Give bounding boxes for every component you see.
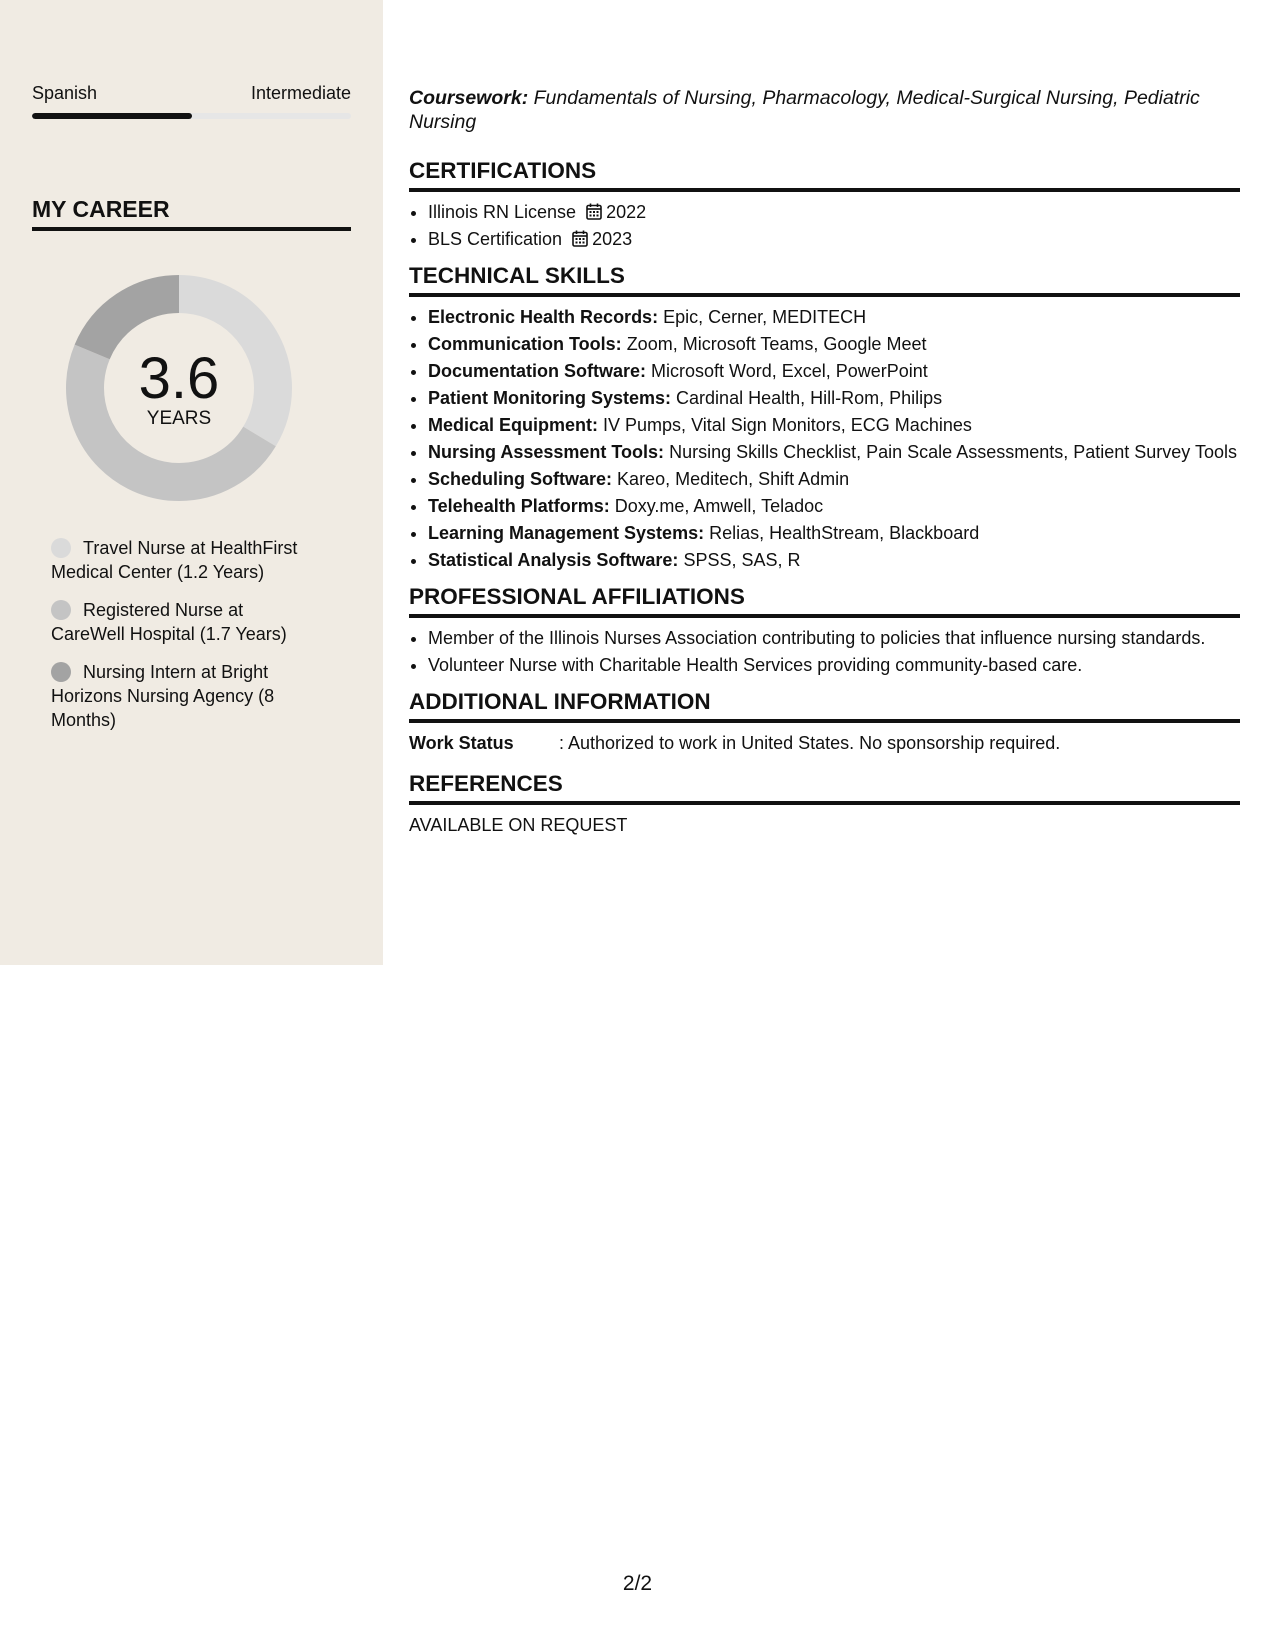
certifications-list	[409, 200, 1240, 251]
work-status-label: Work Status	[409, 733, 514, 753]
skill-value: SPSS, SAS, R	[683, 550, 801, 570]
additional-info-title: ADDITIONAL INFORMATION	[409, 689, 1240, 723]
technical-skills-title: TECHNICAL SKILLS	[409, 263, 1240, 297]
career-legend-item	[51, 536, 321, 584]
references-text: AVAILABLE ON REQUEST	[409, 815, 628, 835]
skill-value: Relias, HealthStream, Blackboard	[709, 523, 980, 543]
skill-value: Cardinal Health, Hill-Rom, Philips	[676, 388, 943, 408]
career-legend-label: Nursing Intern at Bright Horizons Nursing Agency (8 Months)	[51, 662, 275, 730]
certification-year: 2023	[592, 229, 633, 249]
skill-label: Documentation Software:	[428, 361, 647, 381]
coursework	[409, 86, 1240, 134]
skill-item	[428, 305, 1240, 329]
career-section-title: MY CAREER	[32, 196, 351, 231]
sidebar	[0, 0, 383, 965]
certification-year: 2022	[606, 202, 647, 222]
skill-value: Doxy.me, Amwell, Teladoc	[614, 496, 824, 516]
skill-value: Kareo, Meditech, Shift Admin	[617, 469, 850, 489]
work-status-row	[409, 731, 1240, 755]
legend-dot-icon	[51, 600, 71, 620]
language-level: Intermediate	[250, 83, 351, 103]
calendar-icon	[572, 229, 588, 246]
legend-dot-icon	[51, 538, 71, 558]
skill-label: Learning Management Systems:	[428, 523, 705, 543]
career-legend-label: Registered Nurse at CareWell Hospital (1.7 Years)	[51, 600, 287, 644]
certification-item	[428, 227, 1240, 251]
skill-label: Telehealth Platforms:	[428, 496, 610, 516]
skill-item	[428, 494, 1240, 518]
calendar-icon	[586, 202, 602, 219]
affiliation-item: • Member of the Illinois Nurses Association contributing to policies that influence nursing standards.	[428, 626, 1240, 650]
main-content	[409, 86, 1240, 837]
affiliation-item: • Volunteer Nurse with Charitable Health Services providing community-based care.	[428, 653, 1240, 677]
skill-value: Nursing Skills Checklist, Pain Scale Assessments, Patient Survey Tools	[669, 442, 1237, 462]
certifications-title: CERTIFICATIONS	[409, 158, 1240, 192]
skill-label: Communication Tools:	[428, 334, 622, 354]
skill-value: Zoom, Microsoft Teams, Google Meet	[626, 334, 927, 354]
skill-label: Scheduling Software:	[428, 469, 613, 489]
career-total-unit: YEARS	[146, 408, 212, 429]
career-total-years: 3.6	[138, 346, 220, 411]
skill-value: IV Pumps, Vital Sign Monitors, ECG Machines	[603, 415, 972, 435]
coursework-label: Coursework:	[409, 87, 529, 109]
career-legend-item	[51, 598, 321, 646]
skill-item	[428, 386, 1240, 410]
skill-item	[428, 359, 1240, 383]
skill-label: Nursing Assessment Tools:	[428, 442, 665, 462]
certification-name: BLS Certification	[428, 229, 563, 249]
language-row	[32, 83, 351, 104]
legend-dot-icon	[51, 662, 71, 682]
skill-value: Microsoft Word, Excel, PowerPoint	[651, 361, 928, 381]
skill-label: Medical Equipment:	[428, 415, 599, 435]
certification-name: Illinois RN License	[428, 202, 577, 222]
skill-item	[428, 521, 1240, 545]
skill-item	[428, 467, 1240, 491]
references-title: REFERENCES	[409, 771, 1240, 805]
career-legend-label: Travel Nurse at HealthFirst Medical Center (1.2 Years)	[51, 538, 298, 582]
coursework-text: Fundamentals of Nursing, Pharmacology, Medical-Surgical Nursing, Pediatric Nursing	[409, 87, 1200, 133]
affiliations-list	[409, 626, 1240, 677]
language-name: Spanish	[32, 83, 98, 103]
skill-label: Statistical Analysis Software:	[428, 550, 679, 570]
certification-item	[428, 200, 1240, 224]
work-status-value: : Authorized to work in United States. No sponsorship required.	[559, 733, 1061, 753]
technical-skills-list	[409, 305, 1240, 572]
career-legend	[51, 536, 321, 746]
skill-label: Patient Monitoring Systems:	[428, 388, 672, 408]
affiliations-title: PROFESSIONAL AFFILIATIONS	[409, 584, 1240, 618]
skill-value: Epic, Cerner, MEDITECH	[663, 307, 867, 327]
skill-item	[428, 332, 1240, 356]
skill-item	[428, 440, 1240, 464]
language-proficiency-fill	[32, 113, 192, 119]
language-proficiency-bar	[32, 113, 351, 119]
career-legend-item	[51, 660, 321, 732]
skill-item	[428, 548, 1240, 572]
skill-label: Electronic Health Records:	[428, 307, 659, 327]
skill-item	[428, 413, 1240, 437]
page-number: 2/2	[622, 1572, 653, 1595]
